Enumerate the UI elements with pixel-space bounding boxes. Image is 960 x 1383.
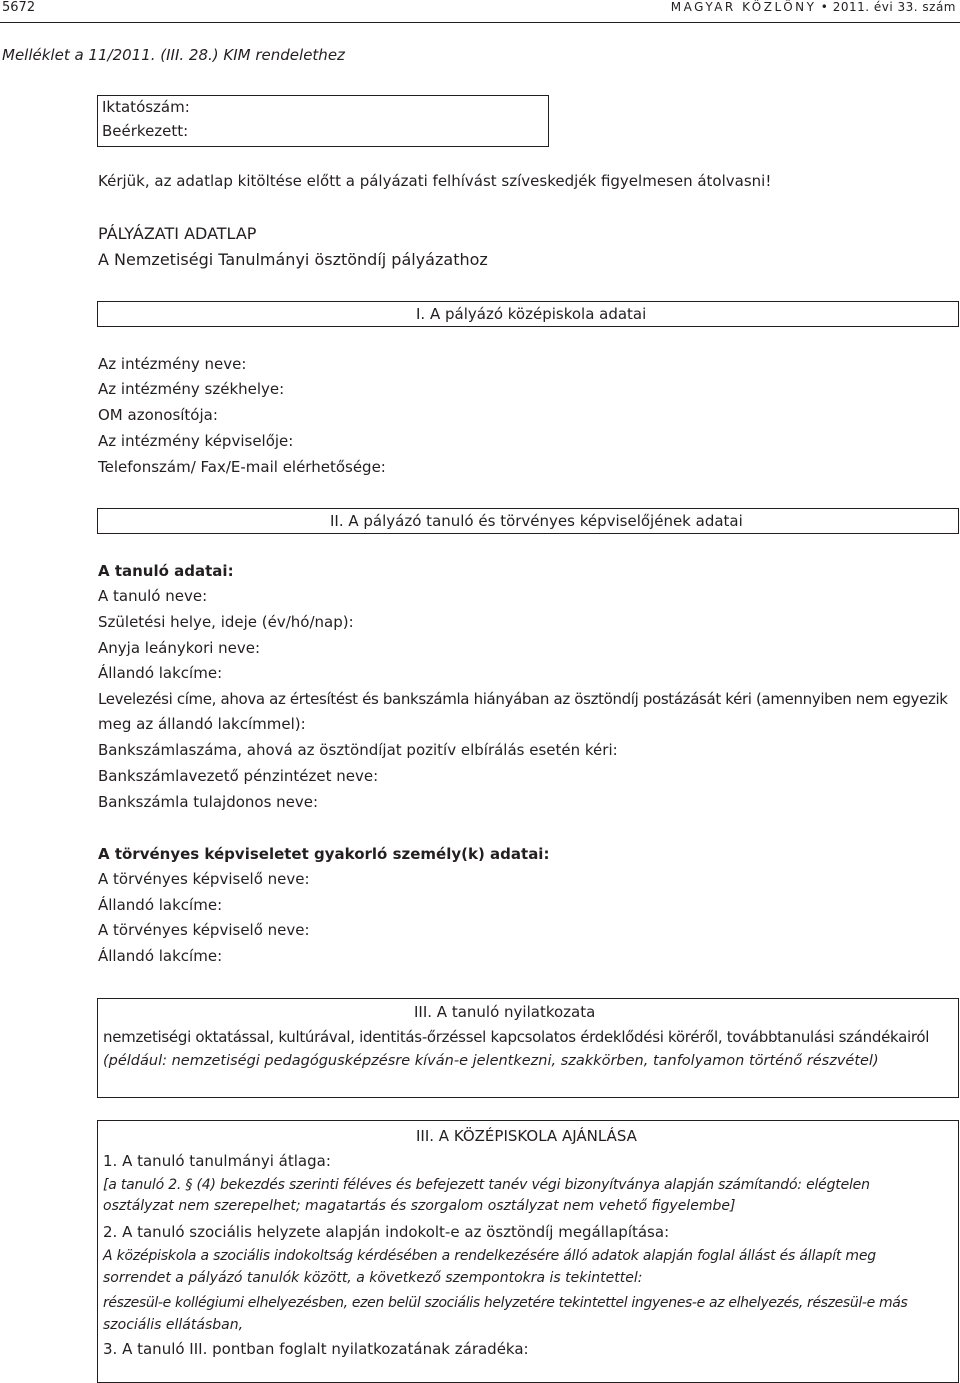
issue-label: 2011. évi 33. szám [832,0,956,14]
student-field: Bankszámlaszáma, ahová az ösztöndíjat pozitív elbírálás esetén kéri: [98,741,618,759]
guardian-field: Állandó lakcíme: [98,947,223,965]
student-field: Állandó lakcíme: [98,664,223,682]
section4-item2-note: sorrendet a pályázó tanulók között, a következő szempontokra is tekintettel: [103,1270,643,1286]
section1-field: OM azonosítója: [98,406,218,424]
section4-item2-note: A középiskola a szociális indokoltság kérdésében a rendelkezésére álló adatok alapján foglal állást és állapít meg [103,1248,876,1264]
section3-note: (például: nemzetiségi pedagógusképzésre kíván-e jelentkezni, szakkörben, tanfolyamon történő részvétel) [103,1053,879,1069]
form-title: PÁLYÁZATI ADATLAP [98,224,257,243]
guardian-field: A törvényes képviselő neve: [98,921,310,939]
guardian-heading: A törvényes képviseletet gyakorló személy(k) adatai: [98,845,550,863]
section1-heading: I. A pályázó középiskola adatai [416,305,647,323]
annex-title: Melléklet a 11/2011. (III. 28.) KIM rendelethez [2,46,345,64]
iktatoszam-label: Iktatószám: [102,98,190,116]
section4-item1-note: osztályzat nem szerepelhet; magatartás és szorgalom osztályzat nem vehető figyelembe] [103,1198,736,1214]
section2-header-box [97,508,959,534]
section3-text: nemzetiségi oktatással, kultúrával, identitás-őrzéssel kapcsolatos érdeklődési köréről, továbbtanulási szándékairól [103,1028,930,1046]
student-field: Bankszámlavezető pénzintézet neve: [98,767,379,785]
beerkezett-label: Beérkezett: [102,122,189,140]
guardian-field: A törvényes képviselő neve: [98,870,310,888]
student-heading: A tanuló adatai: [98,562,234,580]
section3-box [97,998,959,1098]
section3-heading: III. A tanuló nyilatkozata [414,1003,596,1021]
student-field: Levelezési címe, ahova az értesítést és bankszámla hiányában az ösztöndíj postázását kéri (amennyiben nem egyezik [98,690,948,708]
intro-text: Kérjük, az adatlap kitöltése előtt a pályázati felhívást szíveskedjék figyelmesen átolvasni! [98,172,772,190]
section1-field: Telefonszám/ Fax/E-mail elérhetősége: [98,458,386,476]
section1-field: Az intézmény képviselője: [98,432,294,450]
section1-field: Az intézmény neve: [98,355,247,373]
student-field: Anyja leánykori neve: [98,639,261,657]
section4-box [97,1120,959,1383]
page-number: 5672 [2,0,36,15]
header-bullet: • [820,0,829,14]
running-header [671,0,956,14]
student-field: A tanuló neve: [98,587,208,605]
section4-heading: III. A KÖZÉPISKOLA AJÁNLÁSA [416,1127,637,1145]
form-subtitle: A Nemzetiségi Tanulmányi ösztöndíj pályázathoz [98,250,488,269]
journal-name: MAGYAR KÖZLÖNY [670,0,817,14]
student-field: Születési helye, ideje (év/hó/nap): [98,613,354,631]
student-field: meg az állandó lakcímmel): [98,715,306,733]
section4-item2: 2. A tanuló szociális helyzete alapján indokolt-e az ösztöndíj megállapítása: [103,1223,670,1241]
section4-item2-note: szociális ellátásban, [103,1317,244,1333]
header-rule [0,22,960,23]
section4-item1-note: [a tanuló 2. § (4) bekezdés szerinti féléves és befejezett tanév végi bizonyítványa alapján számítandó: elégtelen [103,1177,870,1193]
section1-field: Az intézmény székhelye: [98,380,285,398]
section4-item1: 1. A tanuló tanulmányi átlaga: [103,1152,331,1170]
section1-header-box [97,301,959,327]
section4-item2-note: részesül-e kollégiumi elhelyezésben, ezen belül szociális helyzetére tekintettel ingyenes-e az elhelyezés, részesül-e más [103,1295,908,1311]
section2-heading: II. A pályázó tanuló és törvényes képviselőjének adatai [330,512,743,530]
registry-box [97,95,549,147]
section4-item3: 3. A tanuló III. pontban foglalt nyilatkozatának záradéka: [103,1340,529,1358]
guardian-field: Állandó lakcíme: [98,896,223,914]
student-field: Bankszámla tulajdonos neve: [98,793,319,811]
